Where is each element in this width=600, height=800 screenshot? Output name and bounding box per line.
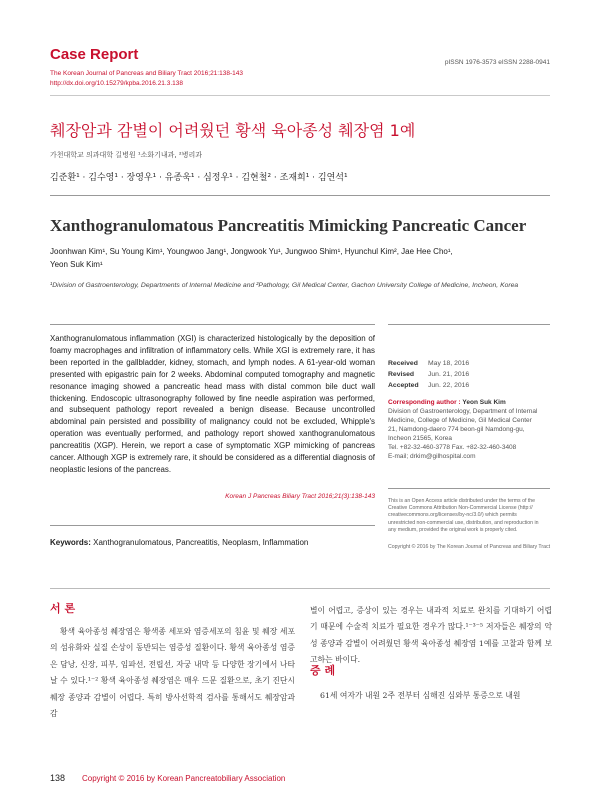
article-type: Case Report [50, 46, 139, 63]
case-paragraph: 61세 여자가 내원 2주 전부터 심해진 심와부 통증으로 내원 [320, 691, 521, 700]
korean-title: 췌장암과 감별이 어려웠던 황색 육아종성 췌장염 1예 [50, 121, 416, 140]
header-divider [50, 95, 550, 96]
abstract-citation: Korean J Pancreas Biliary Tract 2016;21(3):138-143 [225, 493, 375, 500]
corr-line: Incheon 21565, Korea [388, 435, 452, 442]
keywords [50, 538, 308, 547]
english-title: Xanthogranulomatous Pancreatitis Mimicking Pancreatic Cancer [50, 216, 527, 235]
corresponding-author [388, 398, 553, 461]
abstract-text: Xanthogranulomatous inflammation (XGI) is characterized histologically by the deposition of foamy macrophages and infiltration of inflammatory cells. While XGI is extremely rare, it has been reported in the gallbladder, kidney, stomach, and lymph nodes. A 61-year-old woman presented with epigastric pain for 2 weeks. Abdominal computed tomography and magnetic resonance imaging showed a pancreatic head mass with distal common bile duct wall thickening. Endoscopic ultrasonography followed by fine needle aspiration was performed, and subsequent pathology report revealed a benign disease. Because uncontrolled abdominal pain persisted and possibility of malignancy could not be excluded, Whipple's operation was eventually performed, and pathology report showed xanthogranulomatous pancreatitis (XGP). Herein, we report a case of symptomatic XGP mimicking of pancreas cancer. Although XGP is extremely rare, it should be considered as a differential diagnosis of neoplastic lesions of the pancreas. [50, 334, 375, 474]
received-label: Received [388, 360, 418, 367]
accepted-label: Accepted [388, 382, 419, 389]
journal-copyright: Copyright © 2016 by The Korean Journal of Pancreas and Biliary Tract [388, 544, 551, 550]
keywords-label: Keywords: [50, 538, 91, 547]
english-authors-line1: Joonhwan Kim¹, Su Young Kim¹, Youngwoo Jang¹, Jongwook Yu¹, Jungwoo Shim¹, Hyunchul Kim², Jae Hee Cho¹, [50, 247, 453, 256]
oa-line: any medium, provided the original work is properly cited. [388, 526, 518, 533]
accepted-date: Jun. 22, 2016 [428, 382, 470, 389]
keywords-list: Xanthogranulomatous, Pancreatitis, Neoplasm, Inflammation [93, 538, 309, 547]
oa-line: creativecommons.org/licenses/by-nc/3.0/) which permits [388, 512, 517, 519]
case-heading: 증 례 [310, 664, 336, 677]
revised-date: Jun. 21, 2016 [428, 371, 470, 378]
sidebar-top-rule [388, 324, 550, 325]
corr-phone: Tel. +82-32-460-3778 Fax. +82-32-460-3408 [388, 444, 517, 451]
journal-citation: The Korean Journal of Pancreas and Biliary Tract 2016;21:138-143 [50, 70, 243, 77]
korean-affiliation: 가천대학교 의과대학 길병원 ¹소화기내과, ²병리과 [50, 151, 202, 159]
body-divider [50, 588, 550, 589]
intro-paragraph-continued: 별이 어렵고, 증상이 있는 경우는 내과적 치료로 완치를 기대하기 어렵기 때문에 수술적 치료가 필요한 경우가 많다.¹⁻³⁻⁵ 저자들은 췌장의 악성 종양과 감별이 어려웠던 황색 육아종성 췌장염 1예를 고찰과 함께 보고하는 바이다. [310, 606, 552, 665]
issn: pISSN 1976-3573 eISSN 2288-0941 [444, 59, 550, 66]
oa-line: Creative Commons Attribution Non-Commercial License (http:// [388, 505, 533, 512]
revised-label: Revised [388, 371, 415, 378]
abstract-top-rule [50, 324, 375, 325]
doi-link[interactable]: http://dx.doi.org/10.15279/kpba.2016.21.3.138 [50, 80, 183, 87]
oa-line: This is an Open Access article distributed under the terms of the [388, 498, 536, 504]
english-affiliation: ¹Division of Gastroenterology, Departments of Internal Medicine and ²Pathology, Gil Medical Center, Gachon University College of Medicine, Incheon, Korea [50, 282, 519, 289]
corr-line: Medicine, College of Medicine, Gil Medical Center [388, 417, 532, 424]
korean-authors: 김준환¹ · 김수영¹ · 장영우¹ · 유종욱¹ · 심정우¹ · 김현철² · 조재희¹ · 김연석¹ [50, 173, 348, 183]
page-number: 138 [50, 773, 66, 783]
received-date: May 18, 2016 [428, 360, 470, 367]
oa-line: unrestricted non-commercial use, distribution, and reproduction in [388, 519, 539, 526]
corresponding-head: Corresponding author : [388, 399, 461, 406]
corresponding-name: Yeon Suk Kim [462, 399, 506, 406]
title-divider [50, 195, 550, 196]
abstract-bottom-rule [50, 525, 375, 526]
intro-paragraph: 황색 육아종성 췌장염은 황색종 세포와 염증세포의 침윤 및 췌장 세포의 섬유화와 실질 손상이 동반되는 염증성 질환이다. 황색 육아종성 염증은 담낭, 신장, 피부, 임파선, 전립선, 자궁 내막 등 다양한 장기에서 나타날 수 있다.¹⁻² 황색 육아종성 췌장염은 매우 드문 질환으로, 초기 진단시 췌장 종양과 감별이 어렵다. 특히 방사선학적 검사를 통해서도 췌장암과 감 [50, 627, 295, 719]
footer-copyright: Copyright © 2016 by Korean Pancreatobiliary Association [82, 774, 286, 783]
corr-line: Division of Gastroenterology, Department of Internal [388, 408, 538, 415]
open-access-notice [388, 498, 550, 534]
english-authors-line2: Yeon Suk Kim¹ [50, 260, 103, 269]
english-authors [50, 245, 550, 271]
corr-email[interactable]: E-mail; drkim@gilhospital.com [388, 453, 476, 460]
corr-line: 21, Namdong-daero 774 beon-gil Namdong-gu, [388, 426, 525, 433]
intro-heading: 서 론 [50, 602, 76, 615]
article-dates [388, 358, 469, 391]
sidebar-mid-rule [388, 488, 550, 489]
